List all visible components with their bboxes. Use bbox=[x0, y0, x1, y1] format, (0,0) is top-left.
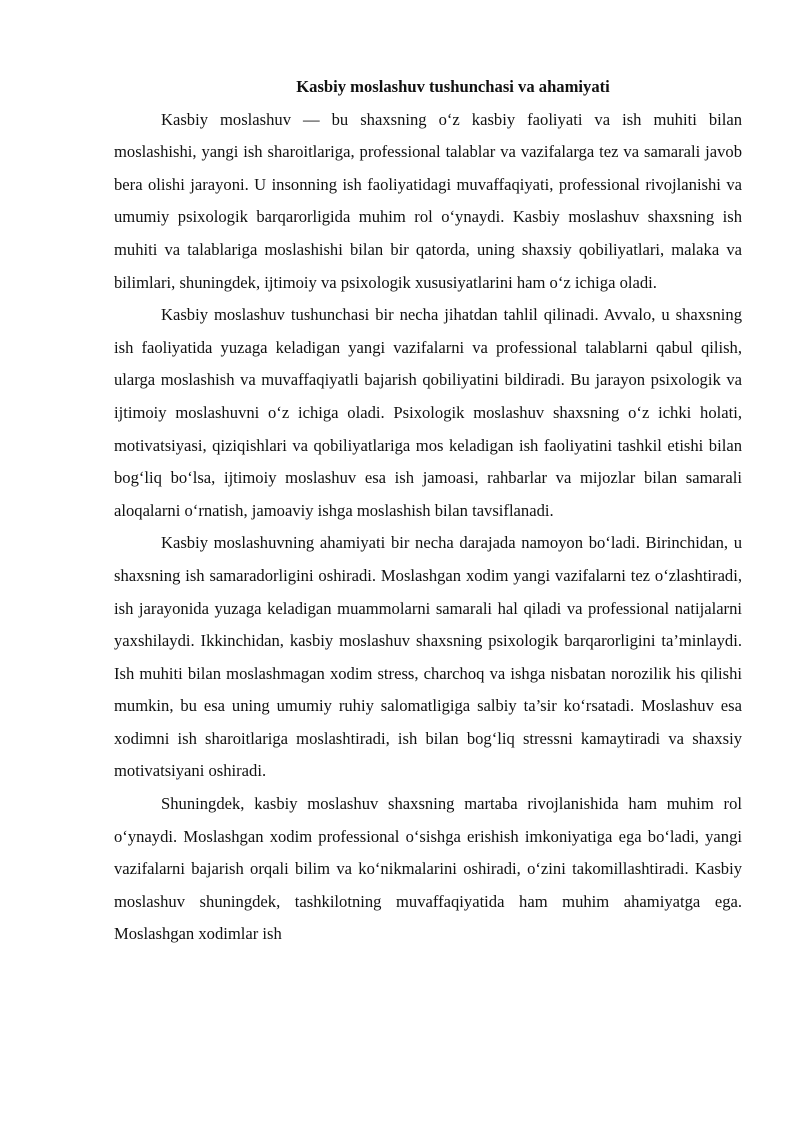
document-page bbox=[114, 71, 742, 951]
paragraph-2: Kasbiy moslashuv tushunchasi bir necha jihatdan tahlil qilinadi. Avvalo, u shaxsning ish faoliyatida yuzaga keladigan yangi vazifalarni va professional talablarni qabul qilish, ularga moslashish va muvaffaqiyatli bajarish qobiliyatini bildiradi. Bu jarayon psixologik va ijtimoiy moslashuvni o‘z ichiga oladi. Psixologik moslashuv shaxsning o‘z ichki holati, motivatsiyasi, qiziqishlari va qobiliyatlariga mos keladigan ish faoliyatini tashkil etishi bilan bog‘liq bo‘lsa, ijtimoiy moslashuv esa ish jamoasi, rahbarlar va mijozlar bilan samarali aloqalarni o‘rnatish, jamoaviy ishga moslashish bilan tavsiflanadi. bbox=[114, 305, 742, 520]
paragraph-3: Kasbiy moslashuvning ahamiyati bir necha darajada namoyon bo‘ladi. Birinchidan, u shaxsning ish samaradorligini oshiradi. Moslashgan xodim yangi vazifalarni tez o‘zlashtiradi, ish jarayonida yuzaga keladigan muammolarni samarali hal qiladi va professional natijalarni yaxshilaydi. Ikkinchidan, kasbiy moslashuv shaxsning psixologik barqarorligini ta’minlaydi. Ish muhiti bilan moslashmagan xodim stress, charchoq va ishga nisbatan norozilik his qilishi mumkin, bu esa uning umumiy ruhiy salomatligiga salbiy ta’sir ko‘rsatadi. Moslashuv esa xodimni ish sharoitlariga moslashtiradi, ish bilan bog‘liq stressni kamaytiradi va shaxsiy motivatsiyani oshiradi. bbox=[114, 533, 742, 781]
paragraph-1: Kasbiy moslashuv — bu shaxsning o‘z kasbiy faoliyati va ish muhiti bilan moslashishi, yangi ish sharoitlariga, professional talablar va vazifalarga tez va samarali javob bera olishi jarayoni. U insonning ish faoliyatidagi muvaffaqiyati, professional rivojlanishi va umumiy psixologik barqarorligida muhim rol o‘ynaydi. Kasbiy moslashuv shaxsning ish muhiti va talablariga moslashishi bilan bir qatorda, uning shaxsiy qobiliyatlari, malaka va bilimlari, shuningdek, ijtimoiy va psixologik xususiyatlarini ham o‘z ichiga oladi. bbox=[114, 109, 742, 292]
paragraph-4: Shuningdek, kasbiy moslashuv shaxsning martaba rivojlanishida ham muhim rol o‘ynaydi. Moslashgan xodim professional o‘sishga erishish imkoniyatiga ega bo‘ladi, yangi vazifalarni bajarish orqali bilim va ko‘nikmalarini oshiradi, o‘zini takomillashtiradi. Kasbiy moslashuv shuningdek, tashkilotning muvaffaqiyatida ham muhim ahamiyatga ega. Moslashgan xodimlar ish bbox=[114, 794, 742, 944]
document-title: Kasbiy moslashuv tushunchasi va ahamiyati bbox=[296, 77, 610, 96]
